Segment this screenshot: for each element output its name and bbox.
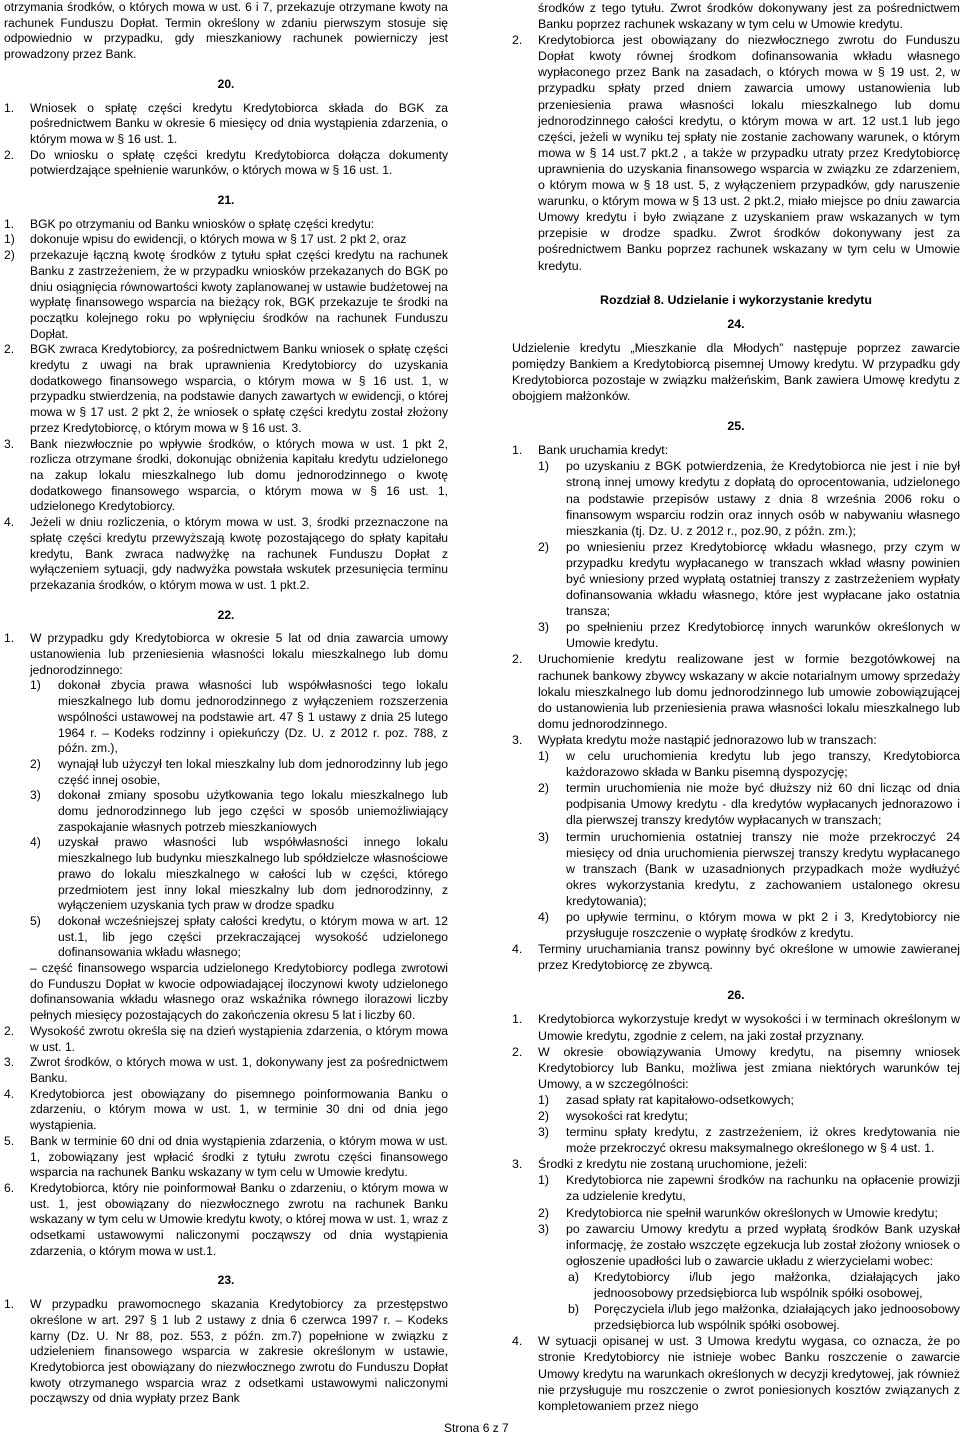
- s21-item-1-sub-1: [4, 232, 448, 248]
- item-text: w celu uruchomienia kredytu lub jego transzy, Kredytobiorca każdorazowo składa w Banku pisemną dyspozycję;: [566, 749, 960, 780]
- s21-item-1-sub-2: [4, 248, 448, 342]
- item-text: Bank w terminie 60 dni od dnia wystąpienia zdarzenia, o którym mowa w ust. 1, zobowiązany jest wpłacić środki z tytułu zwrotu części finansowego wsparcia na rachunek Banku wskazany w tym celu w Umowie kredytu.: [30, 1133, 448, 1180]
- item-text: W sytuacji opisanej w ust. 3 Umowa kredytu wygasa, co oznacza, że po stronie Kredytobiorcy nie istnieje wobec Banku roszczenie o zawarcie Umowy kredytu na warunkach określonych w decyzji kredytowej, jak również nie przysługuje mu roszczenie o zwrot poniesionych kosztów związanych z kompletowaniem przez niego: [538, 1334, 960, 1413]
- item-text: po wniesieniu przez Kredytobiorcę wkładu własnego, przy czym w przypadku kredytu wypłacanego w transzach wkład własny powinien być wniesiony przed wypłatą ostatniej transzy z zastrzeżeniem wypłaty dofinansowania wkładu własnego, które jest wypłacane jako ostatnia transza;: [566, 539, 960, 619]
- item-number: 3): [538, 829, 550, 844]
- item-number: 2): [538, 539, 550, 554]
- section-26-heading: 26.: [727, 988, 745, 1003]
- item-number: 4.: [4, 515, 15, 530]
- item-text: Zwrot środków, o których mowa w ust. 1, dokonywany jest za pośrednictwem Banku.: [30, 1055, 448, 1085]
- item-text: W przypadku prawomocnego skazania Kredytobiorcy za przestępstwo określone w art. 297 § 1 lub 2 ustawy z dnia 6 czerwca 1997 r. – Kodeks karny (Dz. U. Nr 88, poz. 553, z późn. zm.7) popełnione w związku z udzieleniem finansowego wsparcia w zakresie określonym w ustawie, Kredytobiorca jest obowiązany do niezwłocznego zwrotu do Funduszu Dopłat kwoty otrzymanego wsparcia wraz z odsetkami ustawowymi naliczonymi począwszy od dnia wypłaty przez Bank: [30, 1297, 448, 1406]
- item-number: 3): [538, 1125, 550, 1140]
- item-text: Kredytobiorcy i/lub jego małżonka, działających jako jednoosobowy przedsiębiorca lub wspólnik spółki osobowej,: [594, 1269, 960, 1301]
- s22-sub-1: [30, 678, 448, 757]
- item-number: 4.: [512, 1334, 523, 1349]
- item-text: przekazuje łączną kwotę środków z tytułu spłat części kredytu na rachunek Banku z zastrzeżeniem, że w przypadku wniosków przekazanych do BGK po dniu osiągnięcia równowartości kwoty zaplanowanej w ustawie budżetowej na wypłatę finansowego wsparcia na bieżący rok, BGK przekazuje te środki na początku kolejnego roku po wpłynięciu środków na rachunek Funduszu Dopłat.: [30, 248, 448, 341]
- s25-item-3-sub-4: [538, 909, 960, 941]
- s22-item-1: [4, 631, 448, 678]
- item-number: 1): [538, 1173, 550, 1188]
- item-text: Kredytobiorca jest obowiązany do pisemnego poinformowania Banku o zdarzeniu, o którym mowa w ust. 1, w terminie 30 dni od dnia jego wystąpienia.: [30, 1086, 448, 1133]
- item-letter: b): [568, 1302, 580, 1317]
- s25-item-2: [512, 651, 960, 731]
- s24-paragraph: Udzielenie kredytu „Mieszkanie dla Młodych” następuje poprzez zawarcie pomiędzy Bankiem a Kredytobiorcą pisemnej Umowy kredytu. W przypadku gdy Kredytobiorca pozostaje w związku małżeńskim, Bank zawiera Umowę kredytu z obojgiem małżonków.: [512, 340, 960, 404]
- item-text: wysokości rat kredytu;: [566, 1109, 688, 1123]
- item-text: Kredytobiorca nie zapewni środków na rachunku na opłacenie prowizji za udzielenie kredytu,: [566, 1173, 960, 1204]
- item-number: 2): [4, 248, 15, 263]
- item-number: 1): [538, 749, 550, 764]
- item-text: po spełnieniu przez Kredytobiorcę innych warunków określonych w Umowie kredytu.: [566, 620, 960, 651]
- s23-item-2: [512, 32, 960, 273]
- item-text: dokonuje wpisu do ewidencji, o których mowa w § 17 ust. 2 pkt 2, oraz: [30, 232, 407, 247]
- item-number: 1.: [4, 1297, 15, 1312]
- s22-sub-4: [30, 835, 448, 914]
- item-number: 3): [538, 1221, 550, 1236]
- item-number: 1.: [512, 443, 523, 458]
- s20-item-1: [4, 101, 448, 148]
- item-text: W przypadku gdy Kredytobiorca w okresie 5 lat od dnia zawarcia umowy ustanowienia lub przeniesienia własności lokalu mieszkalnego lub domu jednorodzinnego:: [30, 631, 448, 677]
- item-text: wynajął lub użyczył ten lokal mieszkalny lub dom jednorodzinny lub jego część innej osobie,: [58, 756, 448, 787]
- s25-item-4: [512, 941, 960, 973]
- item-number: 3.: [4, 1055, 15, 1070]
- s26-item-2-sub-3: [538, 1124, 960, 1156]
- s21-item-1: [4, 217, 448, 233]
- item-number: 4): [538, 909, 550, 924]
- item-number: 1): [538, 1092, 550, 1107]
- s21-item-3: [4, 437, 448, 516]
- item-text: Wniosek o spłatę części kredytu Kredytobiorca składa do BGK za pośrednictwem Banku w okresie 6 miesięcy od dnia wystąpienia zdarzenia, o którym mowa w § 16 ust. 1.: [30, 100, 448, 146]
- s25-item-1-sub-1: [538, 458, 960, 538]
- item-text: Do wniosku o spłatę części kredytu Kredytobiorca dołącza dokumenty potwierdzające spełnienie warunków, o których mowa w § 16 ust. 1.: [30, 147, 448, 178]
- s26-item-2-sub-1: [538, 1092, 960, 1108]
- s25-item-3-sub-1: [538, 748, 960, 780]
- s25-item-3-sub-3: [538, 829, 960, 909]
- item-text: termin uruchomienia nie może być dłuższy niż 60 dni licząc od dnia podpisania Umowy kredytu - dla kredytów wypłacanych jednorazowo i dla pierwszej transzy kredytów wypłacanych w transzach;: [566, 781, 960, 828]
- s23-item-1: [4, 1297, 448, 1407]
- left-column: [4, 0, 448, 1407]
- item-text: zasad spłaty rat kapitałowo-odsetkowych;: [566, 1092, 794, 1107]
- section-25-heading: 25.: [727, 419, 745, 434]
- s26-item-4: [512, 1333, 960, 1413]
- item-text: dokonał wcześniejszej spłaty całości kredytu, o którym mowa w art. 12 ust.1, lib jego części przekraczającej wysokość udzielonego dofinansowania wkładu własnego;: [58, 913, 448, 960]
- item-number: 2.: [4, 1023, 15, 1038]
- item-number: 3.: [512, 732, 523, 747]
- s21-item-2: [4, 342, 448, 436]
- s26-item-2: [512, 1044, 960, 1092]
- s22-item-5: [4, 1134, 448, 1181]
- s26-item-3-sub-3-b: [568, 1301, 960, 1333]
- s22-sub-3: [30, 788, 448, 835]
- item-text: dokonał zbycia prawa własności lub współwłasności tego lokalu mieszkalnego lub domu jednorodzinnego z wyłączeniem rozszerzenia wspólności ustawowej na podstawie art. 47 § 1 ustawy z dnia 25 lutego 1964 r. – Kodeks rodzinny i opiekuńczy (Dz. U. z 2012 r. poz. 788, z późn. zm.),: [58, 678, 448, 756]
- item-text: Jeżeli w dniu rozliczenia, o którym mowa w ust. 3, środki przeznaczone na spłatę części kredytu przewyższają kwotę pozostającego do spłaty kapitału kredytu, Bank zwraca nadwyżkę na rachunek Funduszu Dopłat z wyłączeniem sytuacji, gdy nadwyżka powstała wskutek przesunięcia terminu przekazania środków, o którym mowa w ust. 1 pkt.2.: [30, 515, 448, 592]
- item-number: 2.: [4, 147, 15, 162]
- s22-dash-paragraph: – część finansowego wsparcia udzielonego Kredytobiorcy podlega zwrotowi do Funduszu Dopłat w kwocie odpowiadającej iloczynowi kwoty udzielonego dofinansowania wkładu własnego oraz wskaźnika równego ilorazowi liczby pełnych miesięcy pozostających do zakończenia okresu 5 lat i liczby 60.: [30, 961, 448, 1023]
- item-text: termin uruchomienia ostatniej transzy nie może przekroczyć 24 miesięcy od dnia uruchomienia pierwszej transzy kredytu wypłacanego w transzach (Bank w uzasadnionych przypadkach może wydłużyć okres wykorzystania kredytu, z zachowaniem ustalonego okresu kredytowania);: [566, 829, 960, 908]
- s25-item-1-sub-3: [538, 619, 960, 651]
- item-text: po zawarciu Umowy kredytu a przed wypłatą środków Bank uzyskał informację, że zostało wszczęte egzekucja lub został złożony wniosek o ogłoszenie upadłości lub o zawarcie układu z wierzycielami wobec:: [566, 1221, 960, 1268]
- item-number: 1.: [4, 216, 15, 231]
- s25-item-1-sub-2: [538, 539, 960, 619]
- item-number: 4.: [4, 1086, 15, 1101]
- item-number: 5): [30, 913, 41, 928]
- item-text: Terminy uruchamiania transz powinny być określone w umowie zawieranej przez Kredytobiorcę ze zbywcą.: [538, 942, 960, 973]
- s26-item-3-sub-3-a: [568, 1269, 960, 1301]
- item-text: po upływie terminu, o którym mowa w pkt 2 i 3, Kredytobiorcy nie przysługuje roszczenie o wypłatę środków z kredytu.: [566, 909, 960, 941]
- item-number: 6.: [4, 1180, 15, 1195]
- item-text: BGK zwraca Kredytobiorcy, za pośrednictwem Banku wniosek o spłatę części kredytu z uwagi na brak uprawnienia Kredytobiorcy do uzyskania dodatkowego finansowego wsparcia, o którym mowa w § 16 ust. 1, w przypadku stwierdzenia, na podstawie danych zawartych w ewidencji, o której mowa w § 17 ust. 2 pkt 2, że wniosek o spłatę części kredytu został złożony przez Kredytobiorcę, o którym mowa w § 16 ust. 3.: [30, 342, 448, 435]
- item-number: 1.: [4, 631, 15, 646]
- s25-item-3-sub-2: [538, 780, 960, 828]
- item-letter: a): [568, 1269, 580, 1284]
- item-text: Środki z kredytu nie zostaną uruchomione, jeżeli:: [538, 1157, 808, 1172]
- item-number: 1): [30, 678, 41, 693]
- section-21-heading: 21.: [217, 193, 235, 208]
- s22-item-2: [4, 1024, 448, 1055]
- chapter-8-title: Rozdział 8. Udzielanie i wykorzystanie kredytu: [600, 292, 872, 307]
- item-number: 2): [538, 1205, 550, 1220]
- item-text: Bank niezwłocznie po wpływie środków, o których mowa w ust. 1 pkt 2, rozlicza otrzymane środki, dokonując obniżenia kapitału kredytu udzielonego na zakup lokalu mieszkalnego lub domu jednorodzinnego o kwotę dodatkowego finansowego wsparcia, o którym mowa w § 16 ust. 1, udzielonego Kredytobiorcy.: [30, 436, 448, 514]
- section-24-heading: 24.: [727, 316, 745, 331]
- intro-paragraph: otrzymania środków, o których mowa w ust. 6 i 7, przekazuje otrzymane kwoty na rachunek Funduszu Dopłat. Termin określony w zdaniu pierwszym stosuje się odpowiednio w przypadku, gdy mieszkaniowy rachunek powierniczy jest prowadzony przez Bank.: [4, 0, 448, 62]
- item-text: Uruchomienie kredytu realizowane jest w formie bezgotówkowej na rachunek bankowy zbywcy wskazany w akcie notarialnym umowy sprzedaży lokalu mieszkalnego lub domu jednorodzinnego lub umowie zobowiązującej do ustanowienia lub przeniesienia prawa własności lokalu mieszkalnego lub domu jednorodzinnego.: [538, 652, 960, 731]
- item-text: Wypłata kredytu może nastąpić jednorazowo lub w transzach:: [538, 732, 877, 747]
- item-number: 5.: [4, 1133, 15, 1148]
- item-number: 2.: [512, 33, 523, 48]
- s22-sub-5: [30, 914, 448, 961]
- item-text: Kredytobiorca wykorzystuje kredyt w wysokości i w terminach określonym w Umowie kredytu, zgodnie z celem, na jaki został przyznany.: [538, 1012, 960, 1043]
- item-number: 1): [538, 459, 550, 474]
- s26-item-1: [512, 1011, 960, 1043]
- s25-item-3: [512, 732, 960, 748]
- item-text: BGK po otrzymaniu od Banku wniosków o spłatę części kredytu:: [30, 216, 375, 231]
- right-column: [512, 0, 960, 1414]
- item-number: 2.: [4, 342, 15, 357]
- item-number: 2): [30, 756, 41, 771]
- s26-item-2-sub-2: [538, 1108, 960, 1124]
- s22-sub-2: [30, 757, 448, 788]
- s21-item-4: [4, 515, 448, 594]
- item-number: 2): [538, 781, 550, 796]
- item-number: 4.: [512, 942, 523, 957]
- item-number: 2.: [512, 652, 523, 667]
- section-23-heading: 23.: [217, 1273, 235, 1288]
- s22-item-3: [4, 1055, 448, 1086]
- s26-item-3-sub-3: [538, 1221, 960, 1269]
- item-text: Bank uruchamia kredyt:: [538, 443, 669, 458]
- item-text: po uzyskaniu z BGK potwierdzenia, że Kredytobiorca nie jest i nie był stroną innej umowy kredytu z dopłatą do oprocentowania, udzielonego na podstawie przepisów ustawy z dnia 8 września 2006 roku o finansowym wsparciu rodzin oraz innych osób w nabywaniu własnego mieszkania (tj. Dz. U. z 2012 r., poz.90, z późn. zm.);: [566, 459, 960, 538]
- s20-item-2: [4, 148, 448, 179]
- item-number: 2): [538, 1109, 550, 1123]
- section-22-heading: 22.: [217, 607, 235, 622]
- item-number: 1.: [512, 1012, 523, 1027]
- page-number-footer: Strona 6 z 7: [444, 1421, 509, 1435]
- item-text: W okresie obowiązywania Umowy kredytu, na pisemny wniosek Kredytobiorcy lub Banku, możliwa jest zmiana niektórych warunków tej Umowy, a w szczególności:: [538, 1044, 960, 1091]
- item-number: 3): [30, 788, 41, 803]
- item-number: 1.: [4, 100, 15, 115]
- item-text: Kredytobiorca, który nie poinformował Banku o zdarzeniu, o którym mowa w ust. 1, jest obowiązany do niezwłocznego zwrotu na rachunek Banku wskazany w tym celu w Umowie kredytu kwoty, o której mowa w ust. 1, wraz z odsetkami ustawowymi naliczonymi począwszy od dnia wystąpienia zdarzenia, o którym mowa w ust.1.: [30, 1180, 448, 1258]
- section-20-heading: 20.: [217, 76, 235, 91]
- s25-item-1: [512, 442, 960, 458]
- item-number: 3): [538, 620, 550, 635]
- item-text: Kredytobiorca nie spełnił warunków określonych w Umowie kredytu;: [566, 1205, 938, 1220]
- s26-item-3-sub-1: [538, 1172, 960, 1204]
- item-text: uzyskał prawo własności lub współwłasności innego lokalu mieszkalnego lub budynku mieszkalnego lub spółdzielcze własnościowe prawo do lokalu mieszkalnego w całości lub w części, którego przedmiotem jest inny lokal mieszkalny lub dom jednorodzinny, z wyłączeniem uzyskania tych praw w drodze spadku: [58, 835, 448, 913]
- item-text: dokonał zmiany sposobu użytkowania tego lokalu mieszkalnego lub domu jednorodzinnego lub jego części w sposób uniemożliwiający zaspokajanie własnych potrzeb mieszkaniowych: [58, 788, 448, 834]
- s26-item-3-sub-2: [538, 1205, 960, 1221]
- s26-item-3: [512, 1156, 960, 1172]
- item-text: terminu spłaty kredytu, z zastrzeżeniem, iż okres kredytowania nie może przekroczyć okresu maksymalnego określonego w § 4 ust. 1.: [566, 1125, 960, 1156]
- item-number: 2.: [512, 1044, 523, 1059]
- item-text: Poręczyciela i/lub jego małżonka, działających jako jednoosobowy przedsiębiorca lub wspólnik spółki osobowej.: [594, 1302, 960, 1333]
- item-number: 3.: [4, 436, 15, 451]
- item-number: 1): [4, 232, 15, 247]
- s23-item-1-continuation: środków z tego tytułu. Zwrot środków dokonywany jest za pośrednictwem Banku poprzez rachunek wskazany w tym celu w Umowie kredytu.: [538, 1, 960, 32]
- item-text: Kredytobiorca jest obowiązany do niezwłocznego zwrotu do Funduszu Dopłat kwoty równej środkom dofinansowania wkładu własnego wypłaconego przez Bank na zasadach, o których mowa w § 19 ust. 2, w przypadku spłaty przed dniem zawarcia umowy ustanowienia lub przeniesienia prawa własności lokalu mieszkalnego lub domu jednorodzinnego całości kredytu, o którym mowa w art. 12 ust.1 lub jego części, jeżeli w wyniku tej spłaty nie zostanie zachowany warunek, o którym mowa w § 14 ust.7 pkt.2 , a także w przypadku utraty przez Kredytobiorcę uprawnienia do uzyskania finansowego wsparcia w związku ze zdarzeniem, o którym mowa w § 18 ust. 5, z wyłączeniem przypadków, gdy naruszenie warunku, o którym mowa w § 13 ust. 2 pkt.2, miało miejsce po dniu zawarcia Umowy kredytu i było związane z uzyskaniem praw wskazanych w tym przepisie w drodze spadku. Zwrot środków dokonywany jest za pośrednictwem Banku poprzez rachunek wskazany w tym celu w Umowie kredytu.: [538, 33, 960, 273]
- item-number: 4): [30, 835, 41, 850]
- item-number: 3.: [512, 1157, 523, 1172]
- s22-item-4: [4, 1087, 448, 1134]
- item-text: Wysokość zwrotu określa się na dzień wystąpienia zdarzenia, o którym mowa w ust. 1.: [30, 1023, 448, 1054]
- s22-item-6: [4, 1181, 448, 1260]
